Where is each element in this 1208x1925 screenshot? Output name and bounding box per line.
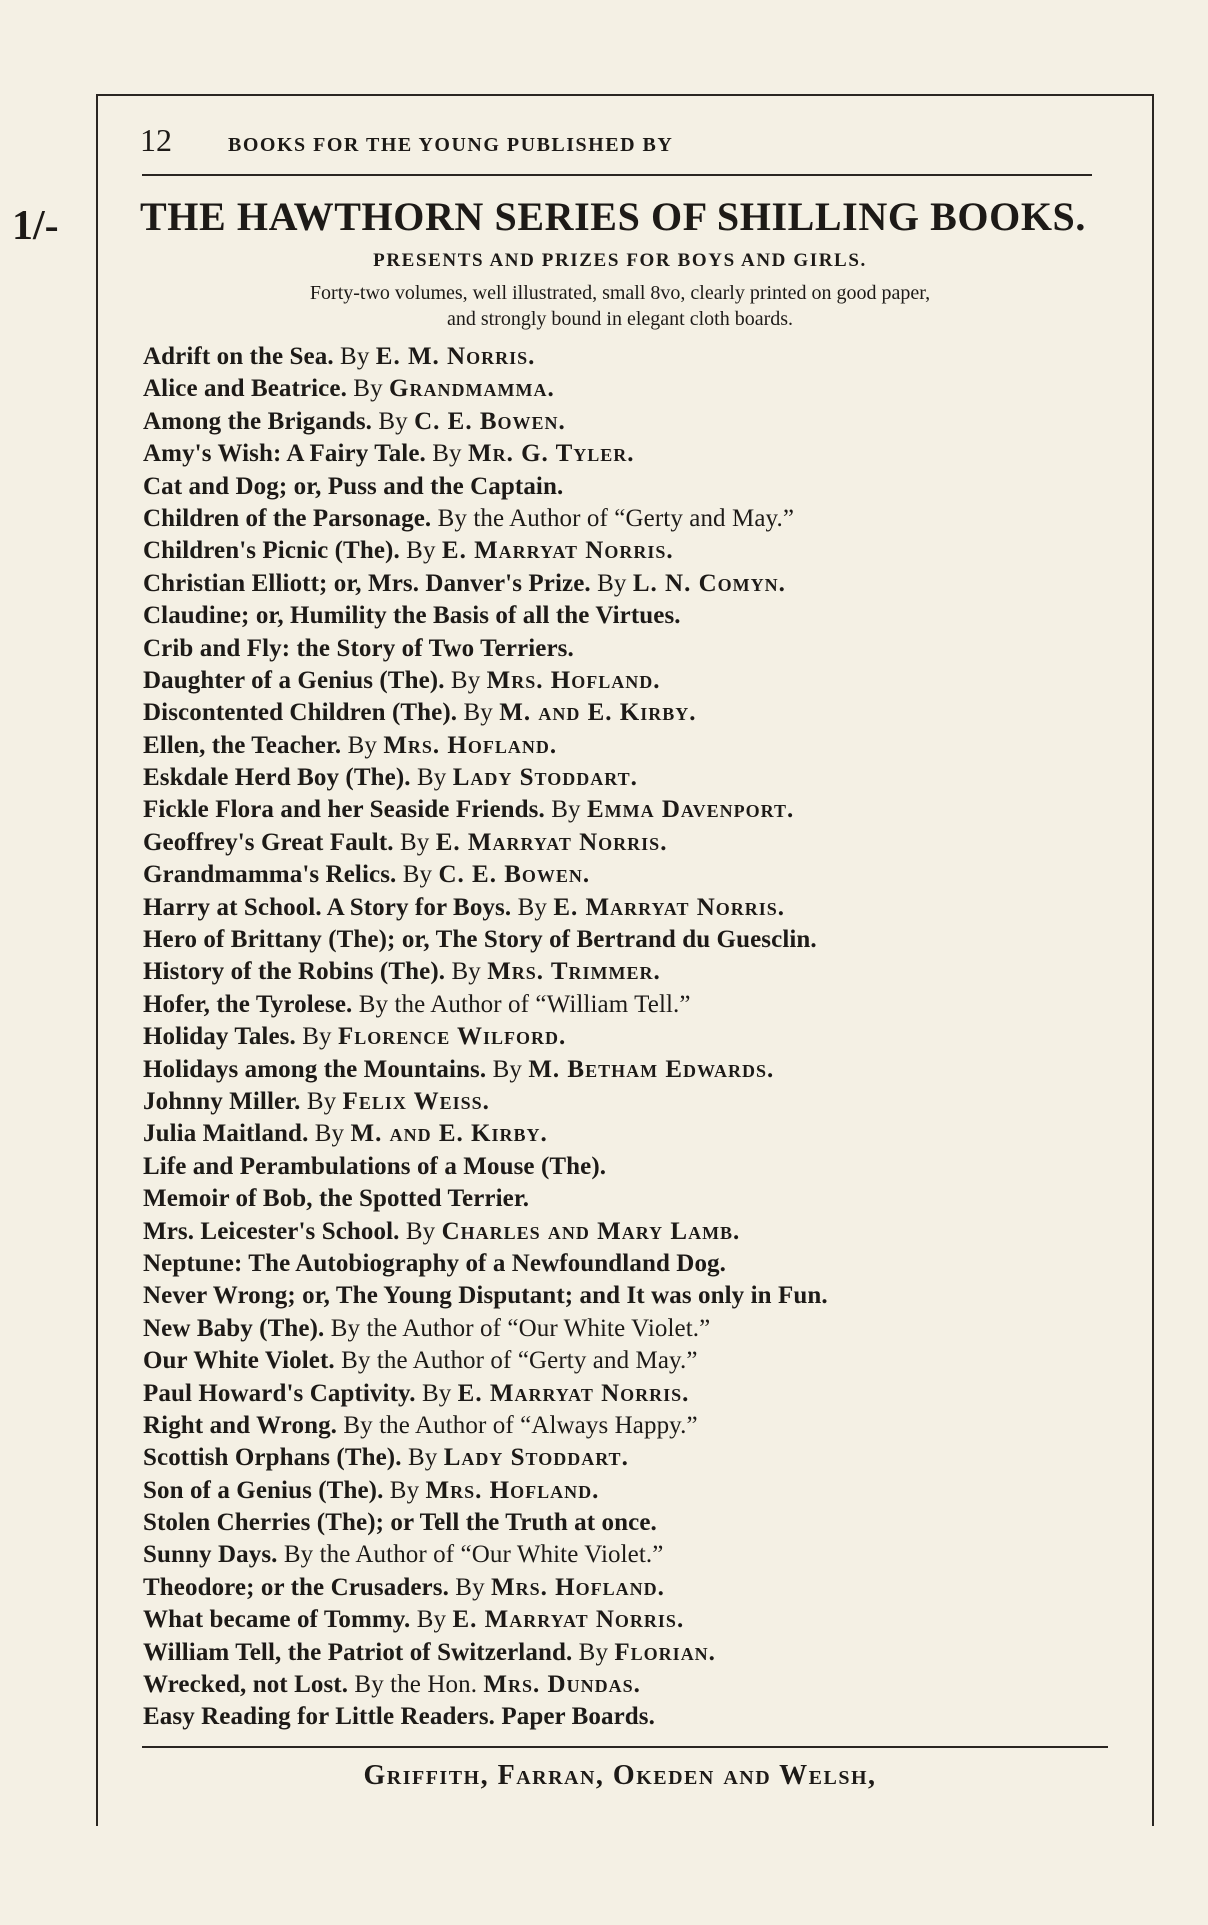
book-entry bbox=[143, 503, 1103, 535]
page-number: 12 bbox=[140, 122, 172, 158]
book-title: Neptune: The Autobiography of a Newfoundland Dog. bbox=[143, 1249, 727, 1277]
book-author: C. E. Bowen. bbox=[438, 861, 591, 889]
book-byline: By bbox=[451, 958, 481, 986]
book-byline: By bbox=[399, 828, 430, 856]
book-entry bbox=[143, 1054, 1103, 1086]
book-title: Paul Howard's Captivity. bbox=[143, 1379, 416, 1407]
book-author: Mrs. Hofland. bbox=[486, 666, 661, 694]
book-author: Grandmamma. bbox=[389, 375, 555, 403]
book-entry bbox=[143, 1183, 1103, 1215]
book-entry bbox=[143, 1345, 1103, 1377]
book-title: Julia Maitland. bbox=[143, 1120, 309, 1148]
book-title: Theodore; or the Crusaders. bbox=[143, 1573, 449, 1601]
book-title: Stolen Cherries (The); or Tell the Truth at once. bbox=[143, 1509, 657, 1537]
book-entry bbox=[143, 1378, 1103, 1410]
book-entry bbox=[143, 438, 1103, 470]
book-title: Daughter of a Genius (The). bbox=[143, 666, 445, 694]
book-title: Grandmamma's Relics. bbox=[143, 861, 397, 889]
book-byline: By bbox=[406, 537, 436, 565]
book-title: Never Wrong; or, The Young Disputant; and It was only in Fun. bbox=[143, 1282, 828, 1310]
book-title: History of the Robins (The). bbox=[143, 958, 446, 986]
book-entry bbox=[143, 827, 1103, 859]
description-line: and strongly bound in elegant cloth boards. bbox=[446, 308, 794, 330]
book-author: E. Marryat Norris. bbox=[457, 1379, 690, 1407]
book-author: Mr. G. Tyler. bbox=[467, 440, 635, 468]
book-entry bbox=[143, 1216, 1103, 1248]
series-title: THE HAWTHORN SERIES OF SHILLING BOOKS. bbox=[140, 194, 1087, 239]
book-author: Lady Stoddart. bbox=[452, 764, 638, 792]
book-entry bbox=[143, 471, 1103, 503]
book-byline: By the Author of “Our White Violet.” bbox=[283, 1541, 664, 1569]
book-entry bbox=[143, 1248, 1103, 1280]
book-title: Johnny Miller. bbox=[143, 1087, 301, 1115]
book-entry bbox=[143, 373, 1103, 405]
book-entry bbox=[143, 697, 1103, 729]
book-author: E. Marryat Norris. bbox=[452, 1606, 685, 1634]
book-entry bbox=[143, 1442, 1103, 1474]
book-entry bbox=[143, 568, 1103, 600]
book-author: C. E. Bowen. bbox=[414, 407, 566, 435]
book-byline: By the Author of “Gerty and May.” bbox=[341, 1347, 698, 1375]
book-byline: By the Author of “William Tell.” bbox=[358, 990, 691, 1018]
running-title: BOOKS FOR THE YOUNG PUBLISHED BY bbox=[228, 134, 674, 156]
book-author: E. Marryat Norris. bbox=[435, 828, 668, 856]
book-title: Mrs. Leicester's School. bbox=[143, 1217, 400, 1245]
book-author: Emma Davenport. bbox=[586, 796, 795, 824]
book-byline: By bbox=[463, 699, 493, 727]
book-author: E. Marryat Norris. bbox=[553, 893, 786, 921]
book-title: Amy's Wish: A Fairy Tale. bbox=[143, 440, 426, 468]
book-author: Mrs. Dundas. bbox=[483, 1671, 641, 1699]
book-title: New Baby (The). bbox=[143, 1314, 325, 1342]
book-title: Claudine; or, Humility the Basis of all the Virtues. bbox=[143, 602, 681, 630]
book-entry bbox=[143, 633, 1103, 665]
book-entry bbox=[143, 1021, 1103, 1053]
book-title: Discontented Children (The). bbox=[143, 699, 458, 727]
book-byline: By bbox=[402, 861, 433, 889]
book-byline: By bbox=[421, 1379, 452, 1407]
book-title: Cat and Dog; or, Puss and the Captain. bbox=[143, 472, 564, 500]
book-byline: By bbox=[578, 1638, 609, 1666]
book-entry bbox=[143, 892, 1103, 924]
book-entry bbox=[143, 406, 1103, 438]
book-title: Children's Picnic (The). bbox=[143, 537, 400, 565]
footer-rule bbox=[142, 1746, 1108, 1748]
book-entry bbox=[143, 1637, 1103, 1669]
book-author: L. N. Comyn. bbox=[632, 569, 786, 597]
book-author: E. M. Norris. bbox=[375, 343, 536, 370]
book-byline: By the Author of “Our White Violet.” bbox=[330, 1314, 711, 1342]
book-title: Ellen, the Teacher. bbox=[143, 731, 342, 759]
book-title: Wrecked, not Lost. bbox=[143, 1671, 349, 1699]
publisher-imprint: Griffith, Farran, Okeden and Welsh, bbox=[363, 1760, 877, 1791]
book-author: M. Betham Edwards. bbox=[528, 1055, 775, 1083]
book-byline: By bbox=[416, 1606, 447, 1634]
book-entry bbox=[143, 924, 1103, 956]
book-entry bbox=[143, 1701, 1103, 1733]
book-entry bbox=[143, 1604, 1103, 1636]
book-title: Memoir of Bob, the Spotted Terrier. bbox=[143, 1185, 530, 1213]
book-entry bbox=[143, 1572, 1103, 1604]
book-title: Easy Reading for Little Readers. Paper Boards. bbox=[143, 1703, 655, 1731]
book-title: Sunny Days. bbox=[143, 1541, 278, 1569]
book-entry bbox=[143, 1280, 1103, 1312]
running-head bbox=[140, 122, 1100, 159]
series-description bbox=[140, 280, 1100, 332]
book-title: Our White Violet. bbox=[143, 1347, 335, 1375]
book-byline: By bbox=[302, 1023, 332, 1051]
book-author: Mrs. Trimmer. bbox=[487, 958, 661, 986]
book-byline: By bbox=[432, 440, 462, 468]
book-title: Among the Brigands. bbox=[143, 407, 373, 435]
book-title: Holiday Tales. bbox=[143, 1023, 296, 1051]
book-entry bbox=[143, 762, 1103, 794]
book-title: Christian Elliott; or, Mrs. Danver's Prize. bbox=[143, 569, 591, 597]
book-author: Lady Stoddart. bbox=[443, 1444, 629, 1472]
book-entry bbox=[143, 1475, 1103, 1507]
book-entry bbox=[143, 859, 1103, 891]
book-entry bbox=[143, 1151, 1103, 1183]
book-entry bbox=[143, 1118, 1103, 1150]
book-title: Son of a Genius (The). bbox=[143, 1476, 384, 1504]
book-entry bbox=[143, 1507, 1103, 1539]
book-list bbox=[143, 341, 1103, 1734]
book-author: Florence Wilford. bbox=[337, 1023, 567, 1051]
price-mark: 1/- bbox=[12, 203, 59, 249]
description-line: Forty-two volumes, well illustrated, small 8vo, clearly printed on good paper, bbox=[309, 282, 931, 304]
book-title: Crib and Fly: the Story of Two Terriers. bbox=[143, 634, 574, 662]
book-title: Adrift on the Sea. bbox=[143, 343, 334, 370]
book-entry bbox=[143, 665, 1103, 697]
book-byline: By bbox=[389, 1476, 420, 1504]
book-byline: By bbox=[416, 764, 447, 792]
book-author: Charles and Mary Lamb. bbox=[441, 1217, 741, 1245]
book-entry bbox=[143, 1410, 1103, 1442]
book-title: Fickle Flora and her Seaside Friends. bbox=[143, 796, 545, 824]
book-entry bbox=[143, 535, 1103, 567]
book-entry bbox=[143, 1539, 1103, 1571]
book-byline: By bbox=[378, 407, 408, 435]
series-subtitle: PRESENTS AND PRIZES FOR BOYS AND GIRLS. bbox=[373, 250, 867, 271]
book-byline: By bbox=[347, 731, 377, 759]
book-entry bbox=[143, 600, 1103, 632]
book-title: Harry at School. A Story for Boys. bbox=[143, 893, 512, 921]
book-byline: By bbox=[407, 1444, 438, 1472]
book-title: Geoffrey's Great Fault. bbox=[143, 828, 394, 856]
book-title: Alice and Beatrice. bbox=[143, 375, 347, 403]
book-byline: By the Hon. bbox=[354, 1671, 478, 1699]
book-byline: By bbox=[551, 796, 581, 824]
book-title: Children of the Parsonage. bbox=[143, 504, 432, 532]
book-byline: By bbox=[314, 1120, 345, 1148]
book-entry bbox=[143, 794, 1103, 826]
book-entry bbox=[143, 1086, 1103, 1118]
book-author: E. Marryat Norris. bbox=[441, 537, 674, 565]
book-byline: By bbox=[517, 893, 547, 921]
book-byline: By bbox=[405, 1217, 436, 1245]
book-author: M. and E. Kirby. bbox=[350, 1120, 548, 1148]
book-title: Right and Wrong. bbox=[143, 1411, 338, 1439]
book-entry bbox=[143, 956, 1103, 988]
book-byline: By the Author of “Always Happy.” bbox=[343, 1411, 698, 1439]
book-entry bbox=[143, 1669, 1103, 1701]
book-author: M. and E. Kirby. bbox=[499, 699, 697, 727]
book-author: Mrs. Hofland. bbox=[383, 731, 558, 759]
book-byline: By bbox=[353, 375, 383, 403]
book-author: Felix Weiss. bbox=[342, 1087, 490, 1115]
book-title: What became of Tommy. bbox=[143, 1606, 411, 1634]
book-author: Mrs. Hofland. bbox=[491, 1573, 665, 1601]
book-title: Scottish Orphans (The). bbox=[143, 1444, 402, 1472]
book-entry bbox=[143, 1313, 1103, 1345]
book-entry bbox=[143, 989, 1103, 1021]
book-title: Hofer, the Tyrolese. bbox=[143, 990, 353, 1018]
book-author: Mrs. Hofland. bbox=[425, 1476, 600, 1504]
header-rule bbox=[142, 174, 1092, 176]
book-byline: By bbox=[450, 666, 481, 694]
book-title: Holidays among the Mountains. bbox=[143, 1055, 487, 1083]
book-title: Eskdale Herd Boy (The). bbox=[143, 764, 411, 792]
book-entry bbox=[143, 730, 1103, 762]
book-entry bbox=[143, 341, 1103, 373]
book-title: Hero of Brittany (The); or, The Story of Bertrand du Guesclin. bbox=[143, 926, 817, 954]
book-byline: By the Author of “Gerty and May.” bbox=[437, 504, 795, 532]
book-byline: By bbox=[597, 569, 627, 597]
book-byline: By bbox=[492, 1055, 522, 1083]
book-title: Life and Perambulations of a Mouse (The). bbox=[143, 1152, 607, 1180]
book-author: Florian. bbox=[614, 1638, 716, 1666]
book-byline: By bbox=[455, 1573, 485, 1601]
book-title: William Tell, the Patriot of Switzerland. bbox=[143, 1638, 573, 1666]
book-byline: By bbox=[340, 343, 370, 370]
book-byline: By bbox=[306, 1087, 337, 1115]
